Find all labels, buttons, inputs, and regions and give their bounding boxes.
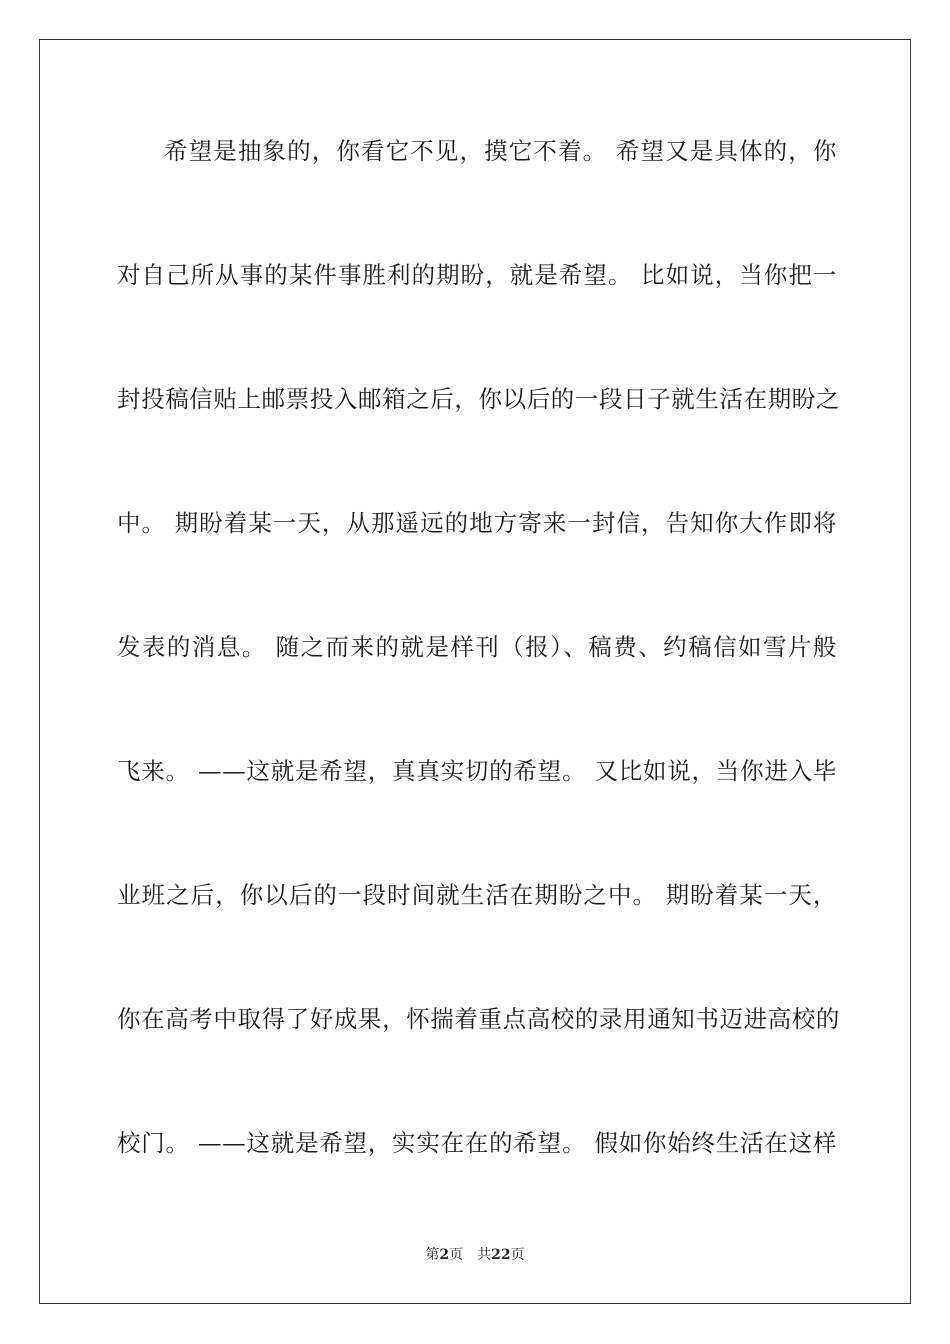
paragraph-line: 希望是抽象的，你看它不见，摸它不着。 希望又是具体的，你: [164, 137, 837, 165]
page-border: [39, 39, 911, 1304]
paragraph-line: 飞来。 ——这就是希望，真真实切的希望。 又比如说，当你进入毕: [117, 757, 837, 785]
paragraph-line: 业班之后，你以后的一段时间就生活在期盼之中。 期盼着某一天，: [117, 881, 837, 909]
paragraph-line: 对自己所从事的某件事胜利的期盼，就是希望。 比如说，当你把一: [117, 261, 837, 289]
page-footer: [0, 1245, 950, 1265]
page-prefix: 第: [425, 1247, 440, 1263]
page-suffix: 页: [449, 1247, 464, 1263]
current-page-number: 2: [439, 1247, 450, 1263]
total-suffix: 页: [510, 1247, 525, 1263]
paragraph-line: 中。 期盼着某一天，从那遥远的地方寄来一封信，告知你大作即将: [117, 509, 837, 537]
paragraph-line: 你在高考中取得了好成果，怀揣着重点高校的录用通知书迈进高校的: [117, 1005, 840, 1033]
paragraph-line: 封投稿信贴上邮票投入邮箱之后，你以后的一段日子就生活在期盼之: [117, 385, 840, 413]
paragraph-line: 校门。 ——这就是希望，实实在在的希望。 假如你始终生活在这样: [117, 1129, 837, 1157]
paragraph-line: 发表的消息。 随之而来的就是样刊（报）、稿费、约稿信如雪片般: [117, 633, 837, 661]
total-prefix: 共: [477, 1247, 492, 1263]
total-pages-number: 22: [491, 1247, 511, 1263]
